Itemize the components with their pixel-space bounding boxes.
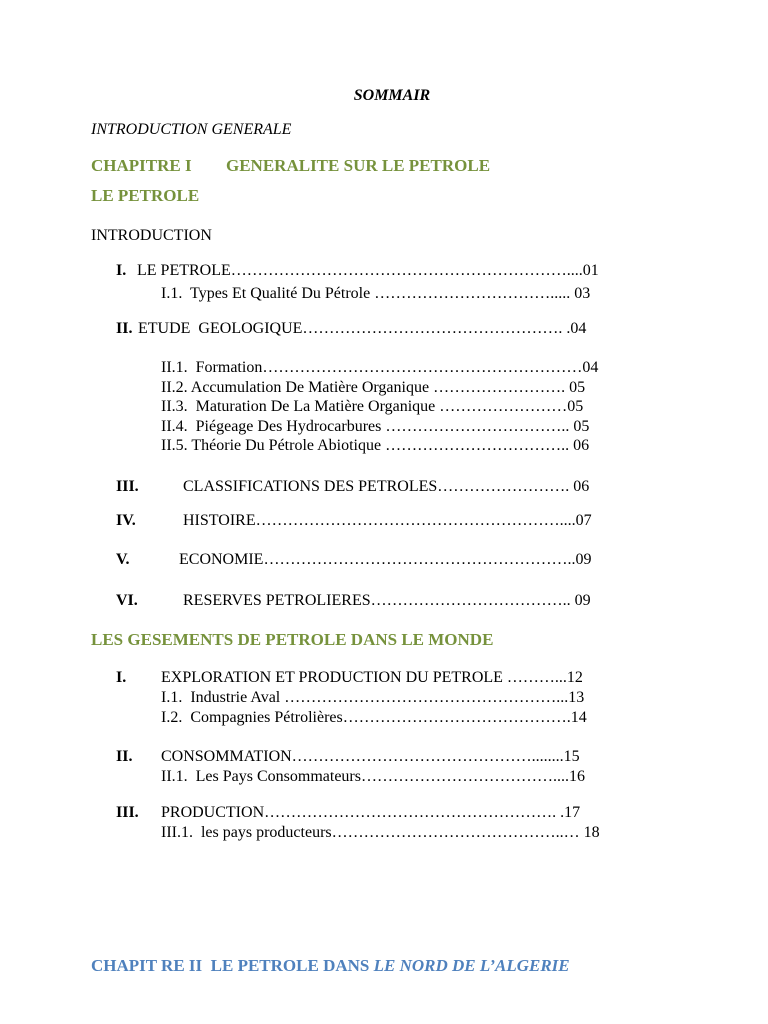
toc2-s3-entry: PRODUCTION………………………………………………. .17 — [161, 804, 581, 821]
toc1-s2-num: II. — [116, 320, 133, 337]
toc1-s4-entry: HISTOIRE…………………………………………………....07 — [183, 512, 592, 529]
toc1-s1-entry: LE PETROLE………………………………………………………....01 — [137, 262, 599, 279]
chapter2-prefix: CHAPIT RE II LE PETROLE DANS — [91, 956, 374, 975]
toc1-s3-entry: CLASSIFICATIONS DES PETROLES……………………. 06 — [183, 478, 590, 495]
document-title: SOMMAIR — [353, 87, 431, 104]
introduction-heading: INTRODUCTION — [91, 227, 212, 244]
toc2-s1-entry: EXPLORATION ET PRODUCTION DU PETROLE ………...12 — [161, 669, 583, 686]
toc1-s2-4-entry: II.4. Piégeage Des Hydrocarbures …………………………….. 05 — [161, 418, 590, 435]
toc1-s2-5-entry: II.5. Théorie Du Pétrole Abiotique …………………………….. 06 — [161, 437, 590, 454]
toc2-s1-num: I. — [116, 669, 127, 686]
toc2-s2-num: II. — [116, 748, 133, 765]
toc1-s5-entry: ECONOMIE…………………………………………………..09 — [179, 551, 592, 568]
chapter2-heading — [91, 957, 570, 974]
toc1-s2-1-entry: II.1. Formation……………………………………………………04 — [161, 359, 599, 376]
toc1-s2-entry: ETUDE GEOLOGIQUE…………………………………………. .04 — [138, 320, 587, 337]
chapter1-label: CHAPITRE I — [91, 156, 192, 175]
toc1-s1-num: I. — [116, 262, 127, 279]
toc2-s1-2-entry: I.2. Compagnies Pétrolières…………………………………….14 — [161, 709, 587, 726]
toc1-s5-num: V. — [116, 551, 130, 568]
chapter1-subtitle: LE PETROLE — [91, 186, 200, 205]
toc2-s2-1-entry: II.1. Les Pays Consommateurs………………………………....16 — [161, 768, 585, 785]
toc1-s4-num: IV. — [116, 512, 136, 529]
toc1-s2-2-entry: II.2. Accumulation De Matière Organique ……………………. 05 — [161, 379, 586, 396]
toc2-s1-1-entry: I.1. Industrie Aval ……………………………………………...13 — [161, 689, 585, 706]
toc2-s3-num: III. — [116, 804, 139, 821]
chapter2-italic: LE NORD DE L’ALGERIE — [373, 956, 570, 975]
chapter1-title: GENERALITE SUR LE PETROLE — [226, 156, 491, 175]
toc1-s2-3-entry: II.3. Maturation De La Matière Organique ……………………05 — [161, 398, 584, 415]
section-gisements: LES GESEMENTS DE PETROLE DANS LE MONDE — [91, 630, 494, 649]
toc1-s3-num: III. — [116, 478, 139, 495]
intro-generale: INTRODUCTION GENERALE — [91, 121, 292, 138]
toc1-s1-1-entry: I.1. Types Et Qualité Du Pétrole ……………………………..... 03 — [161, 285, 591, 302]
toc1-s6-num: VI. — [116, 592, 138, 609]
toc1-s6-entry: RESERVES PETROLIERES……………………………….. 09 — [183, 592, 591, 609]
toc2-s2-entry: CONSOMMATION………………………………………........15 — [161, 748, 580, 765]
toc2-s3-1-entry: III.1. les pays producteurs……………………………………..… 18 — [161, 824, 600, 841]
